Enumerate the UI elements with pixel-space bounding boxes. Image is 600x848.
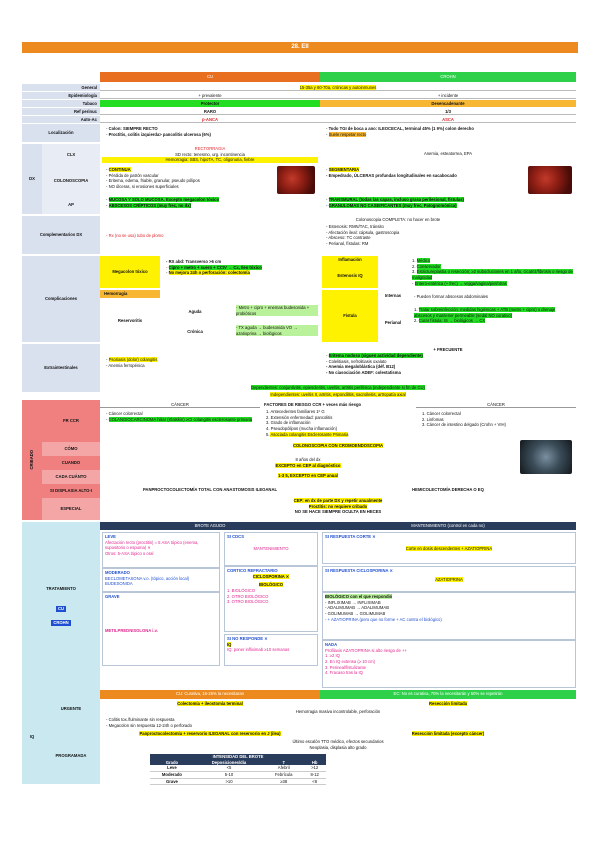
severity-table xyxy=(150,754,326,785)
megacolon-list: - RX abd: Transverso >6 cm - Cipro + metro + suero + CCIV → Cx, Ileo tóxico - No mejora 24h o perforación: colectomía xyxy=(164,258,320,288)
localizacion-cu: - Colon: SIEMPRE RECTO - Proctitis, colitis izquierda> pancolitis ulcerosa (6%) xyxy=(104,125,318,142)
col-grado: Grado xyxy=(150,760,194,766)
clx-cr: Anemia, esteatorrea, EPA xyxy=(423,151,473,156)
ref-cu: RARO xyxy=(100,108,320,115)
iq-prog-cr: Resección limitada (excepto cáncer) xyxy=(411,731,485,736)
cu-header: CU xyxy=(100,72,320,82)
cribado-cancer-cu: - Cáncer colorrectal - COLANGIOCARCINOMA hiliar (Klatskin) ≥CI colangitis esclerosante primaria xyxy=(104,410,260,442)
iq-urg-cu: - Colitis tox./fulminante sin respuesta - Megacolon sin respuesta 12-24h o perforado xyxy=(104,716,318,730)
label-ref: Ref perinuc xyxy=(22,108,100,115)
col-t: T xyxy=(264,760,303,766)
col-deposiciones: Deposiciones/día xyxy=(194,760,264,766)
label-localizacion: Localización xyxy=(22,124,100,142)
label-estenosis: Estenosis IQ xyxy=(322,264,378,288)
label-general: General xyxy=(22,84,100,91)
cribado-cada: 1-3 5, EXCEPTO en CEP anual xyxy=(278,473,338,478)
tx-cdcs: SI CDCS MANTENIMIENTO xyxy=(224,532,318,566)
label-ap: AP xyxy=(42,196,100,214)
epid-cr: + incidente xyxy=(320,92,576,99)
table-row: Grave >10 ≥38 <8 xyxy=(150,778,326,785)
displasia-cu: PANPROCTOCOLECTOMÍA TOTAL CON ANASTOMOSIS ILEOANAL xyxy=(142,487,278,492)
localizacion-cr: - Todo TGI de boca a ano: ILEOCECAL, terminal 45% (1 9%) colon derecho - Suele respetar recto xyxy=(324,125,574,142)
tabaco-cr: Desencadenante xyxy=(320,100,576,107)
table-row: Leve <5 Afebril >12 xyxy=(150,765,326,771)
tx-resp-corte: SI RESPUESTA CORTE ✕ Corte en dosis descendentes + AZATIOPRINA xyxy=(322,532,576,564)
tx-bio-cont: BIOLÓGICO con el que respondió - INFLIXIMAB → INFLIXIMAB - ADALIMUMAB → ADALIMUMAB - GOLIMUMAB → GOLIMUMAB - + AZATIOPRINA (pero que no forme + AC contra el biológico) xyxy=(322,592,576,640)
label-perianal: Perianal xyxy=(384,320,402,326)
autoac-cu: p-ANCA xyxy=(100,116,320,123)
table-row: Moderado 5-10 Febrícula 8-12 xyxy=(150,772,326,779)
clx-cu: RECTORRAGIA SD recto: tenesmo, urg. incontinencia Hemorragia: SBS, hipoTA, TC, oligonuria, fiebre xyxy=(100,145,320,166)
label-cronica: Crónica xyxy=(187,329,203,335)
cribado-cuando: 8 años del dx EXCEPTO en CEP al diagnóstico xyxy=(275,457,341,468)
cribado-cancer-cr: 1. Cáncer colorrectal 2. Linfomas 3. Cáncer de intestino delgado (Crohn + VIH) xyxy=(422,411,506,428)
extra-independientes: Independientes: uveítis II, artritis, espondilitis, sacroileitis, artropatía axial xyxy=(270,392,406,397)
iq-cr-header: EC: No es curativa, 70% la necesitarán y 50% se repetirán xyxy=(320,690,576,699)
iq-prog-common: Último escalón TTO médico, efectos secundarios Neoplasia, displasia alto grado xyxy=(292,739,384,750)
colono-cu: - CONTINUA - Pérdida de patrón vascular - Eritema, edema, friable, granular, pseudo pólipos - NO úlceras, si erosiones superficiales xyxy=(104,166,274,196)
tx-grave: GRAVE METILPREDNISOLONA i.v. xyxy=(102,592,220,666)
iq-colectomia: Colectomía + ileostomía terminal xyxy=(177,701,243,706)
iq-cu-header: CU: Curativa, 15-25% la necesitaran xyxy=(100,690,320,699)
cribado-cancer-cu-header: CÁNCER xyxy=(100,401,260,408)
label-colonoscopia: COLONOSCOPIA xyxy=(42,166,100,196)
label-especial: ESPECIAL xyxy=(42,498,100,520)
cribado-factores-header: FACTORES DE RIESGO CCR + veces más riesgo xyxy=(264,402,362,407)
tx-nada: NADA Profilaxis AZATIOPRINA si alto riesgo de ++ 1. ≥2 IQ 2. En IQ extensa (≥ 10 cm) 3. Perineal/fistulizante 4. Fracaso tras la IQ xyxy=(322,640,576,688)
label-extraintestinales: Extraintestinales xyxy=(22,344,100,392)
label-urgente: URGENTE xyxy=(42,690,100,728)
tabaco-cu: Protector xyxy=(100,100,320,107)
iq-prog-cu: Panproctocolectomía + reservorio ILEOANAL con reservorio en J (ilea) xyxy=(139,731,281,736)
label-reservoritis: Reservoritis xyxy=(117,318,143,324)
label-dx: DX xyxy=(22,144,42,214)
ref-cr: 1/3 xyxy=(320,108,576,115)
tx-moderado: MODERADO BECLOMETASONA v.o. (tópico, acción local) BUDESONIDA xyxy=(102,568,220,592)
complementarios-cu: - Rx (no se usa) tubo de plomo xyxy=(104,232,318,242)
label-programada: PROGRAMADA xyxy=(42,728,100,784)
label-cada: CADA CUÁNTO xyxy=(42,470,100,484)
label-hemorragia: Hemorragia xyxy=(100,290,160,298)
crohn-header: CROHN xyxy=(320,72,576,82)
extra-cr-title: + FRECUENTE xyxy=(433,347,463,352)
iq-reseccion: Resección limitada xyxy=(429,701,467,706)
severity-title: INTENSIDAD DEL BROTE xyxy=(150,754,326,760)
cribado-como: COLONOSCOPIA CON CROMOENDOSCOPIA xyxy=(292,443,384,448)
cribado-factores: 1. Antecedentes familiares 1º G 2. Extensión enfermedad: pancolitis 3. Grado de inflamación 4. Pseudopólipos (mucha inflamación) 5. Asociada colangitis Esclerosante Primaria xyxy=(266,409,349,437)
label-internas: Internas xyxy=(384,293,402,299)
autoac-cr: ASCA xyxy=(320,116,576,123)
tx-no-responde: SI NO RESPONDE ✕ IQ IQ: poner infliximab ≥10 semanas xyxy=(224,634,318,666)
general-value: 15-35a y 60-70a, crónicas y autoinmunes xyxy=(100,84,576,91)
label-inflamacion: Inflamación xyxy=(322,256,378,264)
label-megacolon: Megacolon tóxico xyxy=(100,256,160,288)
brote-header: BROTE AGUDO xyxy=(100,522,320,530)
endoscopy-image-cu xyxy=(277,166,315,194)
label-autoac: Auto-Ac xyxy=(22,116,100,123)
reservoritis-cronica: - TX aguda → budesonida VO → azatioprina → biológicos xyxy=(234,324,320,342)
label-epid: Epidemiología xyxy=(22,92,100,99)
ap-cu: - MUCOSA Y SOLO MUCOSA. Excepto megacolon tóxico - ABSCESOS CRÍPTICOS (muy frec, no dx) xyxy=(104,196,318,214)
label-tabaco: Tabaco xyxy=(22,100,100,107)
label-complicaciones: Complicaciones xyxy=(22,256,100,342)
label-tratamiento: TRATAMIENTO CU CROHN xyxy=(22,522,100,690)
complementarios-cr: - Estenosis: RMN/TAC, tránsito - Afectación ileal: cápsula, gastroscopia - Absceso: TC contraste - Perianal, fístulas: RM xyxy=(324,223,574,255)
mantenimiento-header: MANTENIMIENTO (control en cada no) xyxy=(320,522,576,530)
label-displasia: SI DISPLASIA ALTO-I xyxy=(42,484,100,498)
label-complementarios: Complementarios DX xyxy=(22,216,100,254)
col-hb: Hb xyxy=(303,760,326,766)
chromoendoscopy-image xyxy=(520,440,572,474)
label-como: CÓMO xyxy=(42,442,100,456)
tx-cortico: CORTICO REFRACTARIO CICLOSPORINA ✕ BIOLÓGICO 1. BIOLÓGICO 2. OTRO BIOLÓGICO 3. OTRO BIOLÓGICO xyxy=(224,566,318,632)
extra-dependientes: Dependientes: conjuntivitis, epiescleritis, uveítis, artritis periférica (independiente si fm de CU) xyxy=(251,385,425,390)
label-cribado: CRIBADO xyxy=(22,400,42,520)
label-clx: CLX xyxy=(42,144,100,166)
label-fistula: Fístula xyxy=(322,290,378,342)
ap-cr: - TRANSMURAL (todas las capas, incluso grasa perilesional, fístulas) - GRANULOMAS NO CASEIFICANTES (muy frec, Patognomónica) xyxy=(324,196,574,214)
epid-cu: + prevalente xyxy=(100,92,320,99)
estenosis-list: 1. Médico 2. Conservador 3. Estrictureplastia o resección; ≥2 subocluciones en 1 año, cicatriz/fibrosis o riesgo de malignidad - Entero-entérica (+ frec) → vejiga/vagina/piel/otras xyxy=(412,258,573,286)
endoscopy-image-crohn xyxy=(528,166,572,194)
label-aguda: Aguda xyxy=(188,309,202,315)
displasia-cr: HEMICOLECTOMÍA DERECHA O EQ xyxy=(412,487,484,492)
colono-cr: - SEGMENTARIA - Empedrado, ÚLCERAS profundas longitudinales en sacabocado xyxy=(324,166,524,196)
perianal-list: 1. Tratar sobreinfección: medidas higiénicas + ATB (metro + cipro) o drenaje abscesos y mantener permeable (sedal NO curativo) 2. Curar fístula: IS → biológicos → CX xyxy=(414,307,556,324)
extra-cr: - Eritema nodoso (siguen actividad dependiente) - Colelitiasis, nefrolitiasis oxalato - Anemia megaloblástica (déf. B12) - No ciasociación ADEF: colestatisma xyxy=(324,352,574,384)
iq-hemorragia: Hemorragia masiva incontrolable, perforación xyxy=(295,709,381,714)
cribado-especial: CEP: en dx de parte DX y repetir anualmente Proctitis: no requiere cribado NO SE HACE SIEMPRE OCULTA EN HECES xyxy=(293,498,383,515)
page-title: 28. EII xyxy=(22,42,578,53)
internas-text: - Pueden formar abscesos abdominales xyxy=(412,293,576,301)
tx-resp-ciclo: SI RESPUESTA CICLOSPORINA ✕ AZATIOPRINA xyxy=(322,566,576,592)
cribado-cancer-cr-header: CÁNCER xyxy=(416,401,576,408)
complementarios-title: Colonoscopia COMPLETA: no hacer en brote xyxy=(355,217,441,222)
label-cuando: CUANDO xyxy=(42,456,100,470)
extra-cu: - Psoriasis (dolor) colangitis - Anemia ferropénica xyxy=(104,356,318,374)
reservoritis-aguda: - Metro + cipro + enemas budesonida + probióticos xyxy=(234,304,320,322)
tx-leve: LEVE Afectación recto (proctitis) = 5 ASA tópico (enema, supositorio o espuma) ✕ Otros: 5-ASA tópico o oral xyxy=(102,532,220,568)
label-iq: IQ xyxy=(22,690,42,784)
label-fr-ccr: FR CCR xyxy=(42,400,100,442)
